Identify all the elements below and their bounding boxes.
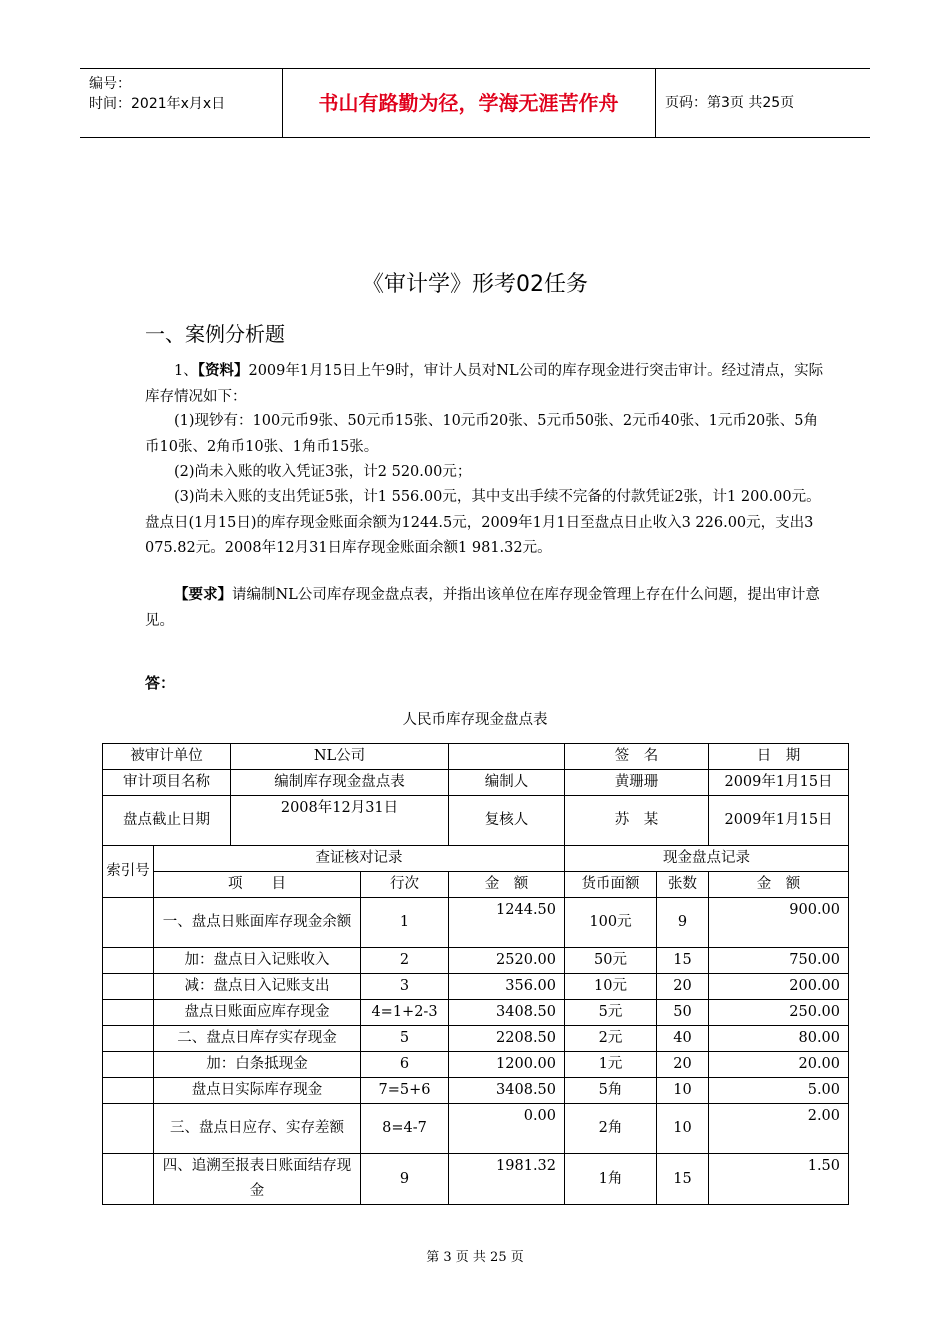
count-amount-cell: 20.00: [709, 1052, 849, 1078]
column-header: 货币面额: [565, 872, 657, 898]
item-cell: 四、追溯至报表日账面结存现金: [154, 1154, 361, 1205]
column-header: 金 额: [449, 872, 565, 898]
item-cell: 二、盘点日库存实存现金: [154, 1026, 361, 1052]
audited-unit: NL公司: [231, 744, 449, 770]
table-row: [103, 948, 849, 974]
preparer-name: 黄珊珊: [565, 770, 709, 796]
book-amount-cell: 2208.50: [449, 1026, 565, 1052]
index-cell: [103, 974, 154, 1000]
index-cell: [103, 1078, 154, 1104]
date-label: 日 期: [709, 744, 849, 770]
count-amount-cell: 80.00: [709, 1026, 849, 1052]
answer-label: 答：: [145, 674, 176, 692]
table-row: [103, 974, 849, 1000]
section-header-row: [103, 846, 849, 872]
audited-unit-label: 被审计单位: [103, 744, 231, 770]
time-label: 时间：2021年x月x日: [89, 96, 226, 112]
book-amount-cell: 3408.50: [449, 1078, 565, 1104]
book-amount-cell: 3408.50: [449, 1000, 565, 1026]
case-lead: 1、: [174, 363, 198, 379]
quantity-cell: 20: [657, 974, 709, 1000]
header-motto: 书山有路勤为径，学海无涯苦作舟: [282, 69, 656, 137]
item-cell: 一、盘点日账面库存现金余额: [154, 898, 361, 948]
quantity-cell: 9: [657, 898, 709, 948]
quantity-cell: 50: [657, 1000, 709, 1026]
book-amount-cell: 1200.00: [449, 1052, 565, 1078]
column-header-row: [103, 872, 849, 898]
number-label: 编号：: [89, 76, 131, 92]
quantity-cell: 15: [657, 948, 709, 974]
section-heading: 一、案例分析题: [145, 322, 285, 346]
blank-cell: [449, 744, 565, 770]
book-amount-cell: 1981.32: [449, 1154, 565, 1205]
denomination-cell: 2元: [565, 1026, 657, 1052]
item-cell: 减：盘点日入记账支出: [154, 974, 361, 1000]
quantity-cell: 40: [657, 1026, 709, 1052]
table-row: [103, 1026, 849, 1052]
item-cell: 三、盘点日应存、实存差额: [154, 1104, 361, 1154]
denomination-cell: 10元: [565, 974, 657, 1000]
line-cell: 3: [361, 974, 449, 1000]
meta-row: [103, 770, 849, 796]
table-row: [103, 1078, 849, 1104]
table-row: [103, 1104, 849, 1154]
table-row: [103, 898, 849, 948]
verify-record-label: 查证核对记录: [154, 846, 565, 872]
meta-row: [103, 744, 849, 770]
book-amount-cell: 1244.50: [449, 898, 565, 948]
denomination-cell: 2角: [565, 1104, 657, 1154]
column-header: 金 额: [709, 872, 849, 898]
denomination-cell: 1角: [565, 1154, 657, 1205]
line-cell: 2: [361, 948, 449, 974]
item-cell: 加：白条抵现金: [154, 1052, 361, 1078]
project-label: 审计项目名称: [103, 770, 231, 796]
requirement-text: 请编制NL公司库存现金盘点表，并指出该单位在库存现金管理上存在什么问题，提出审计意见。: [145, 587, 820, 629]
requirement-paragraph: [145, 582, 825, 634]
index-cell: [103, 1052, 154, 1078]
quantity-cell: 20: [657, 1052, 709, 1078]
case-paragraph-1: [145, 358, 825, 410]
page-title: 《审计学》形考02任务: [362, 272, 588, 297]
index-cell: [103, 1026, 154, 1052]
case-text: 2009年1月15日上午9时，审计人员对NL公司的库存现金进行突击审计。经过清点，实际库存情况如下：: [145, 363, 824, 405]
count-amount-cell: 200.00: [709, 974, 849, 1000]
denomination-cell: 1元: [565, 1052, 657, 1078]
document-header: [80, 68, 870, 138]
project-name: 编制库存现金盘点表: [231, 770, 449, 796]
line-cell: 9: [361, 1154, 449, 1205]
book-amount-cell: 2520.00: [449, 948, 565, 974]
count-amount-cell: 250.00: [709, 1000, 849, 1026]
index-label: 索引号: [103, 846, 154, 898]
line-cell: 4=1+2-3: [361, 1000, 449, 1026]
sign-label: 签 名: [565, 744, 709, 770]
quantity-cell: 10: [657, 1078, 709, 1104]
preparer-date: 2009年1月15日: [709, 770, 849, 796]
book-amount-cell: 0.00: [449, 1104, 565, 1154]
column-header: 张数: [657, 872, 709, 898]
line-cell: 6: [361, 1052, 449, 1078]
count-amount-cell: 900.00: [709, 898, 849, 948]
index-cell: [103, 898, 154, 948]
reviewer-date: 2009年1月15日: [709, 796, 849, 846]
page-footer: 第 3 页 共 25 页: [426, 1250, 524, 1265]
line-cell: 1: [361, 898, 449, 948]
cash-count-label: 现金盘点记录: [565, 846, 849, 872]
denomination-cell: 50元: [565, 948, 657, 974]
quantity-cell: 10: [657, 1104, 709, 1154]
header-page-info: 页码：第3页 共25页: [665, 95, 795, 111]
index-cell: [103, 1154, 154, 1205]
table-row: [103, 1052, 849, 1078]
reviewer-label: 复核人: [449, 796, 565, 846]
column-header: 项 目: [154, 872, 361, 898]
quantity-cell: 15: [657, 1154, 709, 1205]
count-amount-cell: 750.00: [709, 948, 849, 974]
table-body: [103, 898, 849, 1205]
table-title: 人民币库存现金盘点表: [402, 712, 548, 728]
line-cell: 5: [361, 1026, 449, 1052]
denomination-cell: 5角: [565, 1078, 657, 1104]
item-cell: 盘点日实际库存现金: [154, 1078, 361, 1104]
table-row: [103, 1154, 849, 1205]
index-cell: [103, 1000, 154, 1026]
requirement-tag: 【要求】: [174, 586, 232, 603]
cutoff-date: 2008年12月31日: [231, 796, 449, 846]
index-cell: [103, 1104, 154, 1154]
cutoff-label: 盘点截止日期: [103, 796, 231, 846]
case-tag: 【资料】: [197, 362, 249, 379]
header-meta: [80, 69, 283, 137]
reviewer-name: 苏 某: [565, 796, 709, 846]
preparer-label: 编制人: [449, 770, 565, 796]
line-cell: 8=4-7: [361, 1104, 449, 1154]
book-amount-cell: 356.00: [449, 974, 565, 1000]
cash-count-table: [102, 743, 849, 1205]
line-cell: 7=5+6: [361, 1078, 449, 1104]
count-amount-cell: 2.00: [709, 1104, 849, 1154]
meta-row: [103, 796, 849, 846]
denomination-cell: 100元: [565, 898, 657, 948]
case-paragraph-4: (3)尚未入账的支出凭证5张，计1 556.00元，其中支出手续不完备的付款凭证2张，计1 200.00元。盘点日(1月15日)的库存现金账面余额为1244.5元，2009年1月1日至盘点日止收入3 226.00元，支出3 075.82元。2008年12月31日库存现金账面余额1 981.32元。: [145, 489, 821, 556]
table-row: [103, 1000, 849, 1026]
case-paragraph-2: (1)现钞有：100元币9张、50元币15张、10元币20张、5元币50张、2元币40张、1元币20张、5角币10张、2角币10张、1角币15张。: [145, 413, 818, 455]
count-amount-cell: 5.00: [709, 1078, 849, 1104]
count-amount-cell: 1.50: [709, 1154, 849, 1205]
item-cell: 盘点日账面应库存现金: [154, 1000, 361, 1026]
denomination-cell: 5元: [565, 1000, 657, 1026]
item-cell: 加：盘点日入记账收入: [154, 948, 361, 974]
case-paragraph-3: (2)尚未入账的收入凭证3张，计2 520.00元；: [174, 464, 472, 480]
index-cell: [103, 948, 154, 974]
column-header: 行次: [361, 872, 449, 898]
